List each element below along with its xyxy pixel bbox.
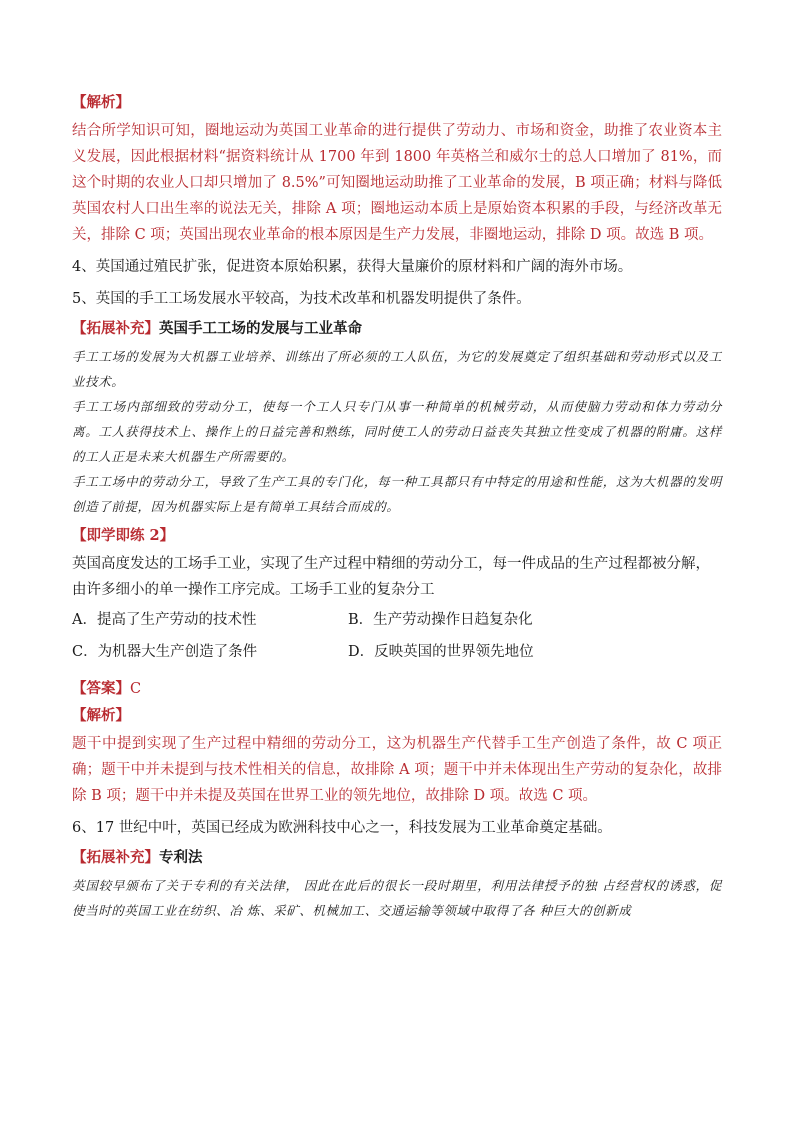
document-page — [72, 92, 722, 923]
extension-header-2 — [72, 847, 722, 869]
practice-analysis-header: 【解析】 — [72, 707, 130, 724]
extension-paragraph: 手工工场的发展为大机器工业培养、训练出了所必须的工人队伍，为它的发展奠定了组织基础和劳动形式以及工业技术。 — [72, 349, 722, 389]
answer-label: 【答案】 — [72, 680, 130, 697]
point-6: 6、17 世纪中叶，英国已经成为欧洲科技中心之一，科技发展为工业革命奠定基础。 — [72, 820, 612, 836]
analysis-text: 结合所学知识可知，圈地运动为英国工业革命的进行提供了劳动力、市场和资金，助推了农业资本主义发展，因此根据材料“据资料统计从 1700 年到 1800 年英格兰和威尔士的总人口增加了 81%，而这个时期的农业人口却只增加了 8.5%”可知圈地运动助推了工业革命的发展，B 项正确；材料与降低英国农村人口出生率的说法无关，排除 A 项；圈地运动本质上是原始资本积累的手段，与经济改革无关，排除 C 项；英国出现农业革命的根本原因是生产力发展，非圈地运动，排除 D 项。故选 B 项。 — [72, 123, 722, 243]
answer-options — [72, 607, 722, 671]
analysis-header: 【解析】 — [72, 94, 130, 111]
practice-header: 【即学即练 2】 — [72, 527, 175, 544]
extension-tag-2: 【拓展补充】 — [72, 849, 159, 866]
practice-question: 英国高度发达的工场手工业，实现了生产过程中精细的劳动分工，每一件成品的生产过程都被分解，由许多细小的单一操作工序完成。工场手工业的复杂分工 — [72, 556, 710, 598]
extension-title-2: 专利法 — [159, 849, 203, 866]
point-5: 5、英国的手工工场发展水平较高，为技术改革和机器发明提供了条件。 — [72, 291, 531, 307]
answer-line — [72, 677, 722, 701]
option-a: A．提高了生产劳动的技术性 — [72, 612, 257, 628]
option-d: D．反映英国的世界领先地位 — [348, 644, 534, 660]
answer-value: C — [130, 681, 142, 697]
extension-paragraph-2: 英国较早颁布了关于专利的有关法律， 因此在此后的很长一段时期里，利用法律授予的独 占经营权的诱惑，促使当时的英国工业在纺织、冶 炼、采矿、机械加工、交通运输等领域中取得了各 种巨大的创新成 — [72, 878, 722, 918]
extension-title: 英国手工工场的发展与工业革命 — [159, 320, 362, 337]
extension-header — [72, 318, 722, 340]
extension-paragraph: 手工工场内部细致的劳动分工，使每一个工人只专门从事一种简单的机械劳动，从而使脑力劳动和体力劳动分离。工人获得技术上、操作上的日益完善和熟练，同时使工人的劳动日益丧失其独立性变成了机器的附庸。这样的工人正是未来大机器生产所需要的。 — [72, 399, 722, 464]
option-b: B．生产劳动操作日趋复杂化 — [348, 612, 533, 628]
practice-analysis-text: 题干中提到实现了生产过程中精细的劳动分工，这为机器生产代替手工生产创造了条件，故 C 项正确；题干中并未提到与技术性相关的信息，故排除 A 项；题干中并未体现出生产劳动的复杂化，故排除 B 项；题干中并未提及英国在世界工业的领先地位，故排除 D 项。故选 C 项。 — [72, 736, 722, 804]
point-4: 4、英国通过殖民扩张，促进资本原始积累，获得大量廉价的原材料和广阔的海外市场。 — [72, 259, 633, 275]
extension-tag: 【拓展补充】 — [72, 320, 159, 337]
extension-paragraph: 手工工场中的劳动分工，导致了生产工具的专门化，每一种工具都只有中特定的用途和性能，这为大机器的发明创造了前提，因为机器实际上是有简单工具结合而成的。 — [72, 474, 722, 514]
option-c: C．为机器大生产创造了条件 — [72, 644, 258, 660]
